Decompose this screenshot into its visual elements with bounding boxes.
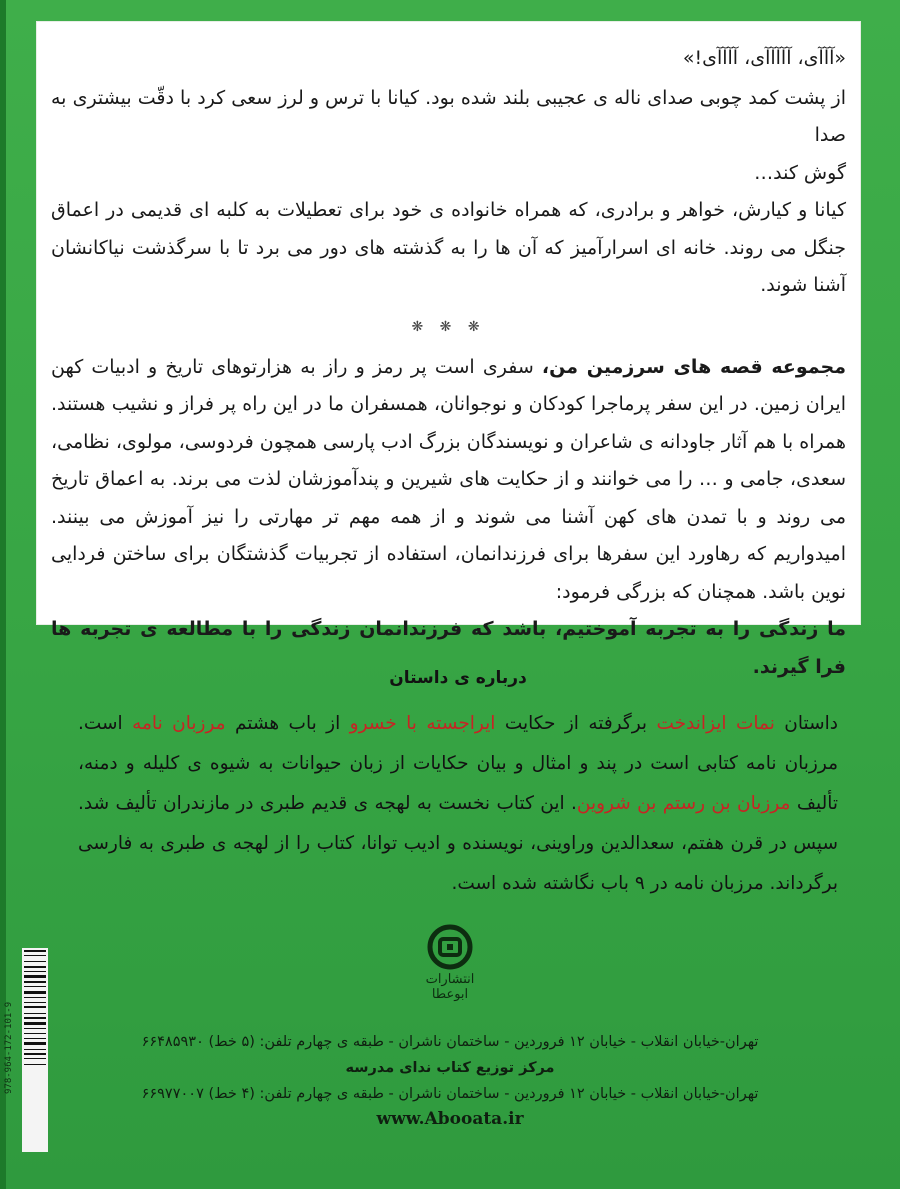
barcode-stripe (24, 953, 46, 954)
about-text-part-5: . این کتاب نخست به لهجه ی قدیم طبری در مازندران تألیف شد. سپس در قرن هفتم، سعدالدین وراوینی، نویسنده و ادیب توانا، کتاب را از لهجه ی طبری به فارسی برگرداند. مرزبان نامه در ۹ باب نگاشته شده است. (78, 793, 838, 894)
about-text-part-1: داستان (774, 713, 838, 734)
publisher-address: تهران-خیابان انقلاب - خیابان ۱۲ فروردین - ساختمان ناشران - طبقه ی چهارم تلفن: (۵ خط) ۶۶۴۸۵۹۳۰ (141, 1034, 759, 1050)
closing-quote: ما زندگی را به تجربه آموختیم، باشد که فرزندانمان زندگی را با مطالعه ی تجربه ها فرا گیرند. (51, 618, 846, 678)
barcode-stripe (24, 997, 46, 998)
barcode-stripe (24, 979, 46, 980)
barcode-stripe (24, 1013, 46, 1014)
series-name: مجموعه قصه های سرزمین من، (541, 355, 846, 378)
barcode-stripe (24, 1035, 46, 1037)
distribution-address: تهران-خیابان انقلاب - خیابان ۱۲ فروردین - ساختمان ناشران - طبقه ی چهارم تلفن: (۴ خط) ۶۶۹۷۷۰۰۷ (141, 1086, 759, 1102)
barcode-stripe (24, 1006, 46, 1008)
barcode-stripe (24, 963, 46, 965)
barcode-stripe (24, 957, 46, 960)
about-text-part-3: از باب هشتم (225, 713, 350, 734)
barcode-stripe (24, 1066, 46, 1068)
tale-title-highlight: ایراجسته با خسرو (349, 713, 496, 734)
intro-paragraph-1 (51, 80, 846, 193)
barcode-stripe (24, 1053, 46, 1055)
barcode-stripe (24, 1042, 46, 1045)
barcode-stripe (24, 1051, 46, 1052)
isbn-text: 978-964-172-101-9 (4, 1001, 14, 1095)
barcode-stripe (24, 1040, 46, 1041)
barcode-stripe (24, 1020, 46, 1021)
barcode-stripe (24, 1033, 46, 1034)
intro-cry: «آآآی، آآآآآی، آآآآی!» (682, 47, 846, 69)
about-story-section (78, 668, 838, 904)
about-story-title: درباره ی داستان (389, 668, 527, 688)
intro-p1-line-b: گوش کند… (754, 161, 846, 184)
barcode (22, 948, 48, 1152)
barcode-stripe (24, 981, 46, 983)
barcode-stripe (24, 988, 46, 990)
barcode-stripe (24, 995, 46, 996)
barcode-stripe (24, 961, 46, 962)
barcode-stripe (24, 1056, 46, 1057)
barcode-stripe (24, 1002, 46, 1003)
barcode-stripe (24, 984, 46, 985)
publisher-logo-caption: انتشارات ابوعطا (425, 972, 475, 1002)
barcode-stripe (24, 966, 46, 968)
barcode-stripe (24, 1064, 46, 1065)
distribution-center: مرکز توزیع کتاب ندای مدرسه (345, 1060, 555, 1076)
about-text-part-4: است. مرزبان نامه کتابی است در پند و امثال و بیان حکایات از زبان حیوانات به شیوه ی کلیله و دمنه، تألیف (78, 713, 838, 814)
barcode-stripe (24, 1026, 46, 1027)
barcode-stripe (24, 986, 46, 987)
barcode-stripe (24, 975, 46, 978)
barcode-stripe (24, 1028, 46, 1029)
barcode-stripe (24, 955, 46, 956)
publisher-logo-icon (427, 924, 473, 970)
barcode-stripe (24, 1049, 46, 1050)
barcode-stripe (24, 1009, 46, 1012)
barcode-stripe (24, 1030, 46, 1032)
barcode-stripe (24, 1022, 46, 1025)
about-story-text (78, 704, 838, 904)
book-title-highlight: مرزبان نامه (132, 713, 226, 734)
author-highlight: مرزبان بن رستم بن شروین (576, 793, 791, 814)
about-text-part-2: برگرفته از حکایت (495, 713, 657, 734)
intro-paragraph-2: کیانا و کیارش، خواهر و برادری، که همراه خانواده ی خود برای تعطیلات به کلبه ای قدیمی در اعماق جنگل می روند. خانه ای اسرارآمیز که آن ها را به گذشته های دور می برد تا با سرگذشت نیاکانشان آشنا شوند. (51, 199, 846, 296)
barcode-stripe (24, 969, 46, 970)
section-divider-stars: ❋ ❋ ❋ (411, 318, 486, 335)
series-paragraph (51, 349, 846, 612)
barcode-stripe (24, 1046, 46, 1048)
barcode-stripe (24, 991, 46, 994)
barcode-stripe (24, 971, 46, 972)
website-link[interactable]: www.Abooata.ir (376, 1109, 524, 1129)
footer-contact (85, 1029, 815, 1129)
series-description: سفری است پر رمز و راز به هزارتوهای تاریخ و ادبیات کهن ایران زمین. در این سفر پرماجرا کودکان و نوجوانان، همسفران ما در این راه پر فراز و نشیب هستند. همراه با هم آثار جاودانه ی شاعران و نویسندگان بزرگ ادب پارسی همچون فردوسی، مولوی، نظامی، سعدی، جامی و … را می خوانند و از حکایت های شیرین و پندآموزشان لذت می برند. به اعماق تاریخ می روند و با تمدن های کهن آشنا می شوند و از همه مهم تر مهارتی را نیز آموزش می بینند. امیدواریم که رهاورد این سفرها برای فرزندانمان، استفاده از تجربیات گذشتگان برای ساختن فردایی نوین باشد. همچنان که بزرگی فرمود: (51, 355, 846, 603)
barcode-stripe (24, 950, 46, 952)
barcode-stripe (24, 1060, 46, 1063)
barcode-stripe (24, 1015, 46, 1016)
barcode-stripe (24, 1038, 46, 1039)
story-title-highlight: نمات ایزاندخت (656, 713, 775, 734)
barcode-stripe (24, 1004, 46, 1005)
barcode-stripe (24, 973, 46, 974)
barcode-stripe (24, 1017, 46, 1019)
barcode-stripe (24, 999, 46, 1001)
barcode-stripe (24, 1058, 46, 1059)
intro-p1-line-a: از پشت کمد چوبی صدای ناله ی عجیبی بلند شده بود. کیانا با ترس و لرز سعی کرد با دقّت بیشتری به صدا (51, 86, 846, 146)
publisher-logo (410, 924, 490, 1014)
